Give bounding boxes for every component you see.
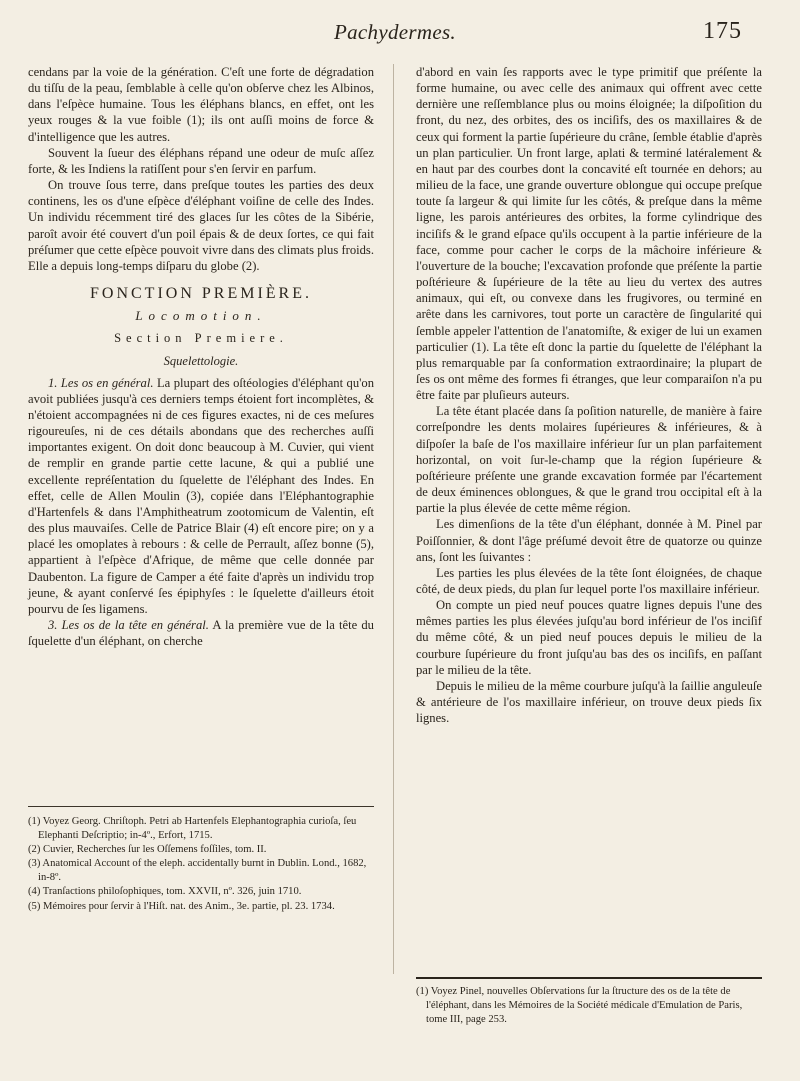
section-title: FONCTION PREMIÈRE.: [89, 285, 312, 303]
footnote: (3) Anatomical Account of the eleph. accidentally burnt in Dublin. Lond., 1682, in-8º.: [28, 858, 367, 884]
footnote: (5) Mémoires pour ſervir à l'Hiſt. nat. des Anim., 3e. partie, pl. 23. 1734.: [28, 900, 335, 912]
running-head: [30, 14, 760, 48]
paragraph: cendans par la voie de la génération. C'eſt une forte de dégradation du tiſſu de la peau, ſemblable à celle qu'on obſerve chez les Albinos, dans l'eſpèce humaine. Tous les éléphans blancs, en effet, ont les yeux rouges & la vue foible (1); ils ont auſſi moins de force & d'intelligence que les autres.: [28, 65, 374, 144]
footnote-rule: [28, 806, 374, 807]
footnote: (1) Voyez Georg. Chriſtoph. Petri ab Hartenfels Elephantographia curioſa, ſeu Elephanti Deſcriptio; in-4º., Erfort, 1715.: [28, 816, 357, 842]
paragraph-body: La plupart des oſtéologies d'éléphant qu'on avoit publiées jusqu'à ces derniers temps étoient fort incomplètes, & n'étoient accompagnées ni de ces figures exactes, ni de ces meſures rigoureuſes, ni de ces détails abondans que des recherches auſſi importantes exigent. On doit donc beaucoup à M. Cuvier, qui vient de remplir en grande partie cette lacune, & qui a publié une excellente repréſentation du ſquelette de l'éléphant des Indes. En effet, celle de Allen Moulin (3), copiée dans l'Eléphantographie d'Hartenfels & dans l'Amphitheatrum zootomicum de Valentin, eſt des plus mauvaiſes. Celle de Patrice Blair (4) eſt encore pire; on y a placé les omoplates à rebours : & celle de Perrault, aſſez bonne (5), appartient à l'eſpèce d'Afrique, de même que celle donnée par Daubenton. La figure de Camper a été faite d'après un individu trop jeune, & ayant conſervé ſes épiphyſes : le ſquelette d'ailleurs étoit pourvu de ſes ligamens.: [28, 375, 374, 616]
paragraph: On trouve ſous terre, dans preſque toutes les parties des deux continens, les os d'une eſpèce d'éléphant voiſine de celle des Indes. Un individu récemment tiré des glaces ſur les côtes de la Sibérie, paroît avoir été couvert d'un poil épais & de deux ſortes, ce qui fait préſumer que cette eſpèce pouvoit vivre dans des climats plus froids. Elle a depuis long-temps diſparu du globe (2).: [28, 178, 374, 273]
paragraph: [28, 617, 374, 649]
subsection-title: Locomotion.: [135, 308, 267, 324]
left-column: [28, 64, 374, 649]
running-title: Pachydermes.: [334, 20, 456, 44]
paragraph: d'abord en vain ſes rapports avec le type primitif que préſente la forme humaine, ou avec celle des animaux qui offrent avec cette dernière une reſſemblance plus ou moins éloignée; la diſpoſition du front, du nez, des orbites, des os inciſifs, des os maxillaires & de ceux qui forment la partie ſupérieure du crâne, ſemble établie d'après un plan particulier. Un front large, aplati & terminé latéralement & en haut par des courbes dont la concavité eſt tournée en dehors; au milieu de la face, une grande ouverture oblongue qui occupe preſque toute ſa largeur & qui limite ſur les côtés, & preſque dans la même ligne, les parois antérieures des orbites, la forme cylindrique des inciſifs & le grand eſpace qu'ils occupent à la partie inférieure de la face, comme pour cacher le corps de la mâchoire inférieure & l'ouverture de la bouche; l'excavation profonde que préſente la partie poſtérieure & ſupérieure de la tête au lieu du vertex des autres animaux, qui eſt, ou convexe dans les frugivores, ou terminé en arête dans les carnivores, tout porte un caractère de ſingularité qui ſemble appeler l'attention de l'anatomiſte, & exiger de lui un examen particulier (1). La tête eſt donc la partie du ſquelette de l'éléphant la plus remarquable par ſa conformation extraordinaire; la plupart de ſes os ont même des formes fi étranges, que leur comparaiſon n'a pu être faite par pluſieurs auteurs.: [416, 65, 762, 403]
paragraph: La tête étant placée dans ſa poſition naturelle, de manière à faire correſpondre les dents molaires ſupérieures & inférieures, & à diſpoſer la baſe de l'os maxillaire inférieur ſur un plan parfaitement horizontal, on voit ſur-le-champ que la région ſupérieure & poſtérieure préſente une grande excavation formée par l'écartement de deux éminences oblongues, & que le grand trou occipital eſt à la partie la plus élevée de cette même région.: [416, 404, 762, 516]
page-number: 175: [703, 18, 742, 44]
section-heading: Section Premiere.: [114, 331, 288, 346]
footnote: (4) Tranſactions philoſophiques, tom. XXVII, nº. 326, juin 1710.: [28, 886, 302, 898]
footnote: (1) Voyez Pinel, nouvelles Obſervations ſur la ſtructure des os de la tête de l'éléphant, dans les Mémoires de la Société médicale d'Emulation de Paris, tome III, page 253.: [416, 986, 743, 1026]
paragraph: Depuis le milieu de la même courbure juſqu'à la ſaillie anguleuſe & antérieure de l'os maxillaire inférieur, on trouve deux pieds ſix lignes.: [416, 678, 762, 726]
paragraph-lead: 1. Les os en général.: [48, 375, 154, 390]
paragraph-lead: 3. Les os de la tête en général.: [48, 618, 209, 632]
footnote-rule: [416, 977, 762, 979]
paragraph-body: A la première vue de la tête du ſquelette d'un éléphant, on cherche: [28, 618, 374, 649]
column-divider: [393, 64, 394, 974]
paragraph: [28, 375, 374, 617]
subheading: Squelettologie.: [163, 353, 239, 368]
footnote: (2) Cuvier, Recherches ſur les Oſſemens foſſiles, tom. II.: [28, 844, 267, 856]
left-footnotes: [28, 815, 374, 914]
right-footnotes: [416, 985, 762, 1027]
paragraph: Les dimenſions de la tête d'un éléphant, donnée à M. Pinel par Poiſſonnier, & dont l'âge préſumé devoit être de quatorze ou quinze ans, ſont les ſuivantes :: [416, 517, 762, 564]
paragraph: On compte un pied neuf pouces quatre lignes depuis l'une des mêmes parties les plus élevées juſqu'au bord inférieur de l'os inciſif du même côté, & un pied neuf pouces depuis le milieu de la courbure ſupérieure du front juſqu'au bas des os inciſifs, en paſſant par le milieu de la tête.: [416, 598, 762, 677]
right-column: [416, 64, 762, 726]
paragraph: Les parties les plus élevées de la tête ſont éloignées, de chaque côté, de deux pieds, du plan ſur lequel porte l'os maxillaire inférieur.: [416, 565, 762, 596]
paragraph: Souvent la ſueur des éléphans répand une odeur de muſc aſſez forte, & les Indiens la ratiſſent pour s'en ſervir en parfum.: [28, 145, 374, 176]
